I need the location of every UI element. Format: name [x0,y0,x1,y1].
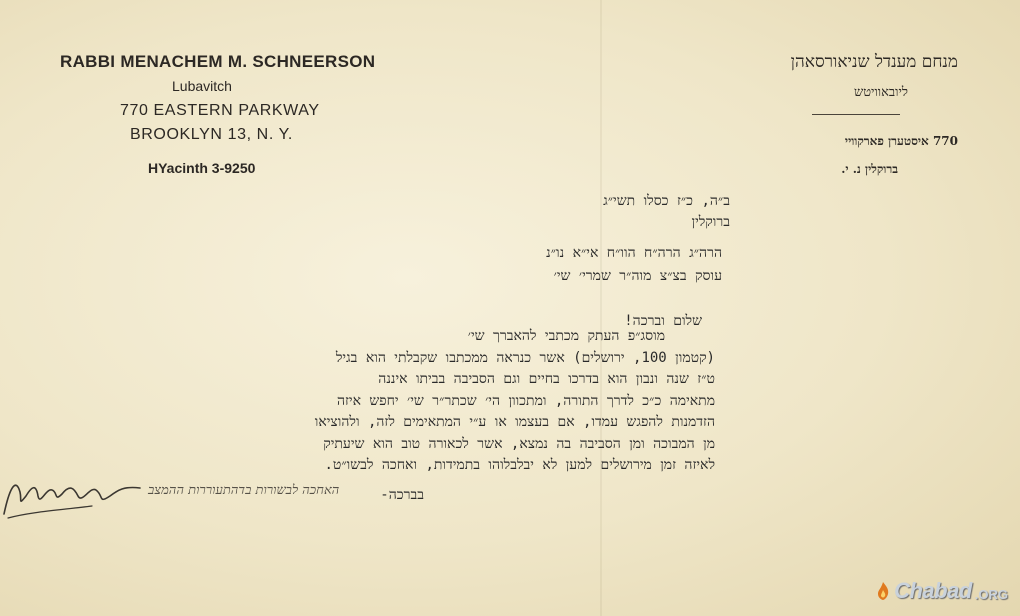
recipient-line-1: הרה״ג הרה״ח הוו״ח אי״א נו״נ [546,245,722,261]
body-line: ט״ז שנה ונבון הוא בדרכו בחיים וגם הסביבה בביתו איננה [378,371,715,387]
body-line: (קטמון 100, ירושלים) אשר כנראה ממכתבו שקבלתי הוא בגיל [335,349,715,366]
body-line: מן המבוכה ומן הסביבה בה נמצא, אשר לכאורה טוב הוא שיעתיק [323,435,715,452]
handwritten-signature [0,466,150,526]
letterhead-address: 770 EASTERN PARKWAY [120,102,320,119]
body-line: מתאימה כ״כ לדרך התורה, ומתכוון הי׳ שכתר״ר שי׳ יחפש איזה [336,392,715,409]
body-line: לאיזה זמן מירושלים למען לא יבלבלוהו בתמידות, ואחכה לבשו״ט. [324,457,715,473]
letterhead-subtitle: Lubavitch [172,78,232,94]
letterhead-phone: HYacinth 3-9250 [148,160,256,176]
watermark-brand: Chabad [894,578,972,603]
closing: בברכה- [380,487,424,503]
letterhead-divider [812,114,900,115]
letter-place: ברוקלין [691,214,730,230]
paper-fold-line [600,0,602,616]
recipient-line-2: עוסק בצ״צ מוה״ר שמרי׳ שי׳ [553,268,722,284]
body-line: מוסג״פ העתק מכתבי להאברך שי׳ [467,328,665,344]
watermark-domain: .ORG [974,586,1008,602]
letterhead-hebrew-name: מנחם מענדל שניאורסאהן [790,52,958,72]
letterhead-hebrew-subtitle: ליובאוויטש [854,85,908,100]
letterhead-hebrew-address: 770 איסטערן פארקוויי [844,134,958,148]
flame-icon [875,581,891,601]
letterhead-city: BROOKLYN 13, N. Y. [130,126,293,143]
greeting: שלום וברכה! [624,313,702,329]
letter-date: ב״ה, כ״ז כסלו תשי״ג [603,193,730,209]
body-line: הזדמנות להפגש עמדו, אם בעצמו או ע״י המתאימים לזה, ולהוציאו [314,414,715,430]
handwritten-note: האחכה לבשורות בדהתעוררות ההמצב [148,483,340,498]
letterhead-hebrew-city: ברוקלין נ. י. [841,162,898,176]
letterhead-name: RABBI MENACHEM M. SCHNEERSON [60,52,376,71]
chabad-org-watermark [875,578,1008,604]
letter-body [35,326,715,477]
